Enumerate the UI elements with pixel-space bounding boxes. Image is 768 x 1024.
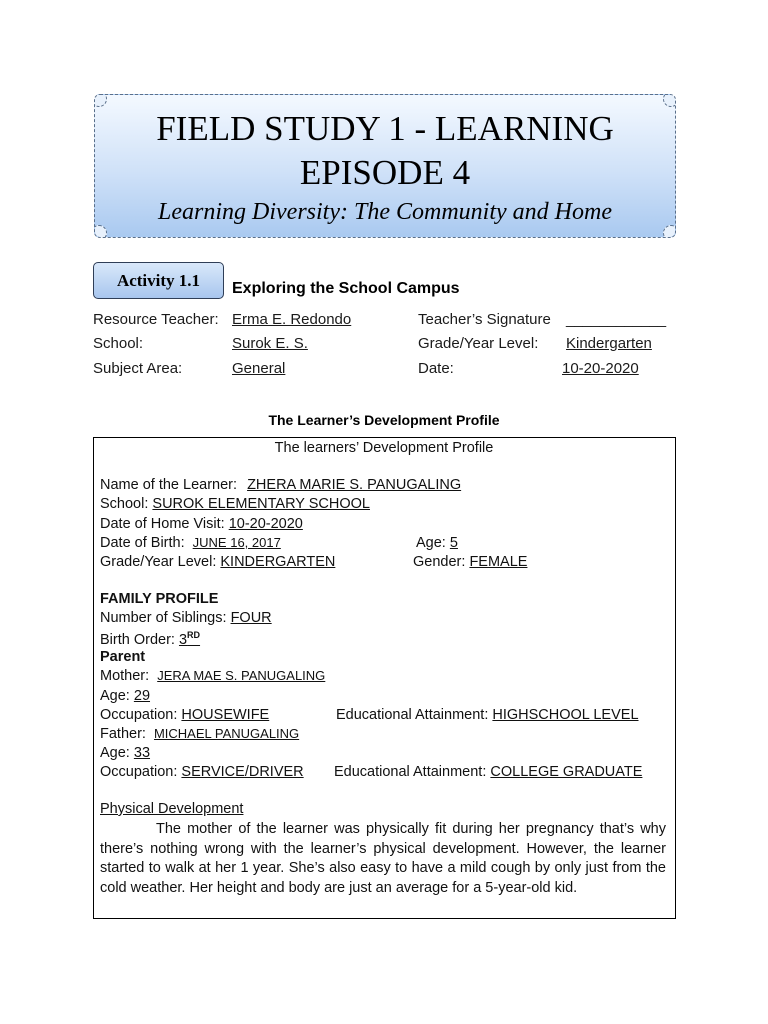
learner-grade-row [100,554,335,570]
page-subtitle: Learning Diversity: The Community and Home [158,199,612,225]
scroll-curl-icon [663,94,676,107]
physical-development-heading: Physical Development [100,801,244,817]
gender-label: Gender: [413,554,466,570]
mother-occupation-label: Occupation: [100,707,178,723]
birth-order-label: Birth Order: [100,631,175,648]
learner-age-value: 5 [449,535,458,551]
learner-school-value: SUROK ELEMENTARY SCHOOL [152,496,370,512]
birth-order-value [179,632,200,648]
activity-title: Exploring the School Campus [232,280,460,297]
learner-name-label: Name of the Learner: [100,477,238,493]
father-education-row [334,764,642,780]
signature-value: ____________ [566,311,667,328]
mother-education-value: HIGHSCHOOL LEVEL [492,707,639,723]
scroll-curl-icon [94,225,107,238]
subject-value: General [232,360,286,377]
learner-name-value: ZHERA MARIE S. PANUGALING [247,477,462,493]
signature-label: Teacher’s Signature [418,311,551,328]
father-occupation-value: SERVICE/DRIVER [181,764,304,780]
father-education-label: Educational Attainment: [334,764,487,780]
scroll-curl-icon [94,94,107,107]
father-education-value: COLLEGE GRADUATE [490,764,643,780]
gender-row [413,554,527,570]
home-visit-value: 10-20-2020 [228,516,303,532]
father-age-value: 33 [133,745,151,761]
title-banner [94,94,676,238]
father-occupation-row [100,764,304,780]
learner-school-row [100,496,370,512]
father-value: MICHAEL PANUGALING [153,726,300,741]
title-line-1: FIELD STUDY 1 - LEARNING [156,109,614,148]
mother-occupation-value: HOUSEWIFE [181,707,270,723]
resource-teacher-value: Erma E. Redondo [232,311,352,328]
resource-teacher-label: Resource Teacher: [93,311,219,328]
siblings-row [100,610,272,626]
home-visit-row [100,516,303,532]
mother-age-row [100,688,150,704]
learner-grade-value: KINDERGARTEN [220,554,336,570]
birth-order-number: 3 [178,631,188,648]
birth-order-row [100,630,200,648]
learner-age-row [416,535,458,551]
gender-value: FEMALE [469,554,528,570]
mother-value: JERA MAE S. PANUGALING [157,668,326,683]
birth-date-label: Date of Birth: [100,535,185,551]
mother-row [100,668,325,684]
profile-heading: The Learner’s Development Profile [268,412,500,428]
father-label: Father: [100,726,146,742]
learner-school-label: School: [100,496,149,512]
learner-age-label: Age: [416,535,446,551]
date-value: 10-20-2020 [562,360,639,377]
learner-name-row [100,477,461,493]
mother-education-row [336,707,639,723]
subject-label: Subject Area: [93,360,183,377]
father-age-row [100,745,150,761]
profile-box-title: The learners’ Development Profile [274,440,494,456]
mother-age-value: 29 [133,688,151,704]
parent-heading: Parent [100,649,146,665]
physical-development-text: The mother of the learner was physically fit during her pregnancy that’s why there’s nothing wrong with the learner’s physical development. However, the learner started to walk at her 1 year. She’s also easy to have a mild cough by only just from the cold weather. Her height and body are just an average for a 5-year-old kid. [100,821,666,896]
page-title [95,107,675,195]
mother-age-label: Age: [100,688,130,704]
father-row [100,726,299,742]
father-age-label: Age: [100,745,130,761]
birth-date-value: JUNE 16, 2017 [192,535,281,550]
mother-label: Mother: [100,668,150,684]
scroll-curl-icon [663,225,676,238]
siblings-value: FOUR [230,610,272,626]
grade-value: Kindergarten [566,335,652,352]
title-line-2: EPISODE 4 [299,153,471,192]
grade-label: Grade/Year Level: [418,335,539,352]
activity-tab: Activity 1.1 [93,262,224,299]
school-label: School: [93,335,144,352]
school-value: Surok E. S. [232,335,308,352]
mother-education-label: Educational Attainment: [336,707,489,723]
date-label: Date: [418,360,454,377]
family-profile-heading: FAMILY PROFILE [100,591,219,607]
birth-order-suffix: RD [187,630,201,640]
siblings-label: Number of Siblings: [100,610,227,626]
learner-grade-label: Grade/Year Level: [100,554,217,570]
birth-date-row [100,535,281,551]
home-visit-label: Date of Home Visit: [100,516,225,532]
father-occupation-label: Occupation: [100,764,178,780]
mother-occupation-row [100,707,269,723]
